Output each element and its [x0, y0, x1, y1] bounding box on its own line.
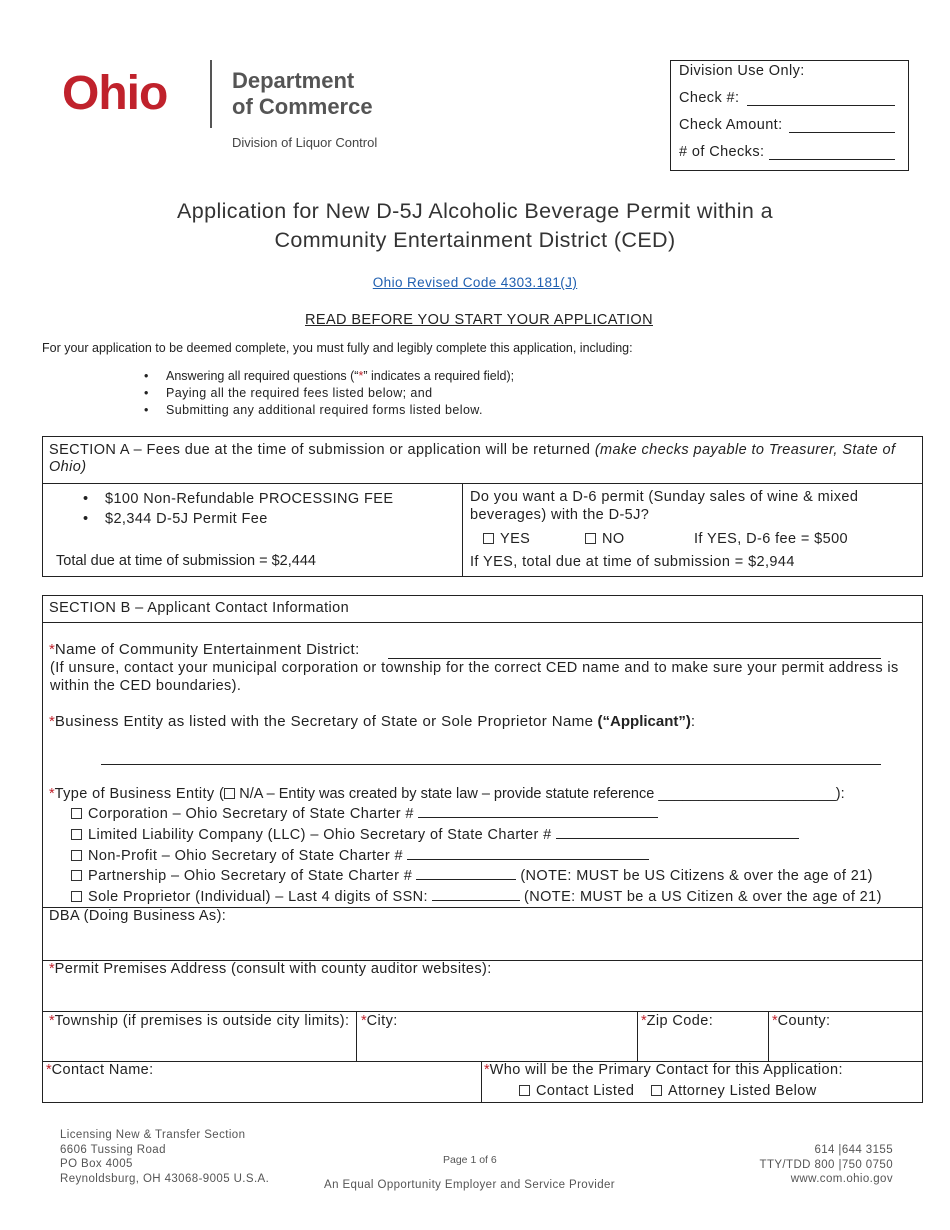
d6-yes-option[interactable]: YES	[483, 531, 530, 547]
d6-fee: If YES, D-6 fee = $500	[694, 531, 849, 547]
footer-address: Licensing New & Transfer Section 6606 Tussing Road PO Box 4005 Reynoldsburg, OH 43068-9005 U.S.A.	[60, 1129, 270, 1185]
checkbox-icon[interactable]	[71, 829, 82, 840]
section-a	[42, 436, 923, 577]
logo-divider	[210, 60, 212, 128]
checkbox-icon[interactable]	[519, 1085, 530, 1096]
section-b-heading: SECTION B – Applicant Contact Information	[49, 600, 350, 616]
division-use-title: Division Use Only:	[679, 63, 805, 79]
yes-total-due: If YES, total due at time of submission = $2,944	[470, 554, 795, 570]
form-title-line2: Community Entertainment District (CED)	[274, 228, 676, 252]
checkbox-icon[interactable]	[651, 1085, 662, 1096]
partnership-charter-field[interactable]	[416, 879, 516, 880]
sole-proprietor-option[interactable]: Sole Proprietor (Individual) – Last 4 digits of SSN: (NOTE: MUST be a US Citizen & over the age of 21)	[71, 889, 882, 905]
checkbox-icon[interactable]	[71, 808, 82, 819]
corp-charter-field[interactable]	[418, 817, 658, 818]
check-number-field[interactable]	[747, 105, 895, 106]
checkbox-icon[interactable]	[71, 891, 82, 902]
list-item: • $2,344 D-5J Permit Fee	[105, 509, 393, 529]
ohio-revised-code-link[interactable]: Ohio Revised Code 4303.181(J)	[372, 275, 578, 290]
dept-name-line1: Department	[232, 68, 355, 93]
premises-label: *Permit Premises Address (consult with county auditor websites):	[49, 961, 492, 977]
llc-charter-field[interactable]	[556, 838, 799, 839]
contact-name-label: *Contact Name:	[46, 1062, 154, 1078]
premises-field[interactable]	[45, 979, 920, 1009]
township-label: *Township (if premises is outside city limits):	[49, 1013, 350, 1029]
city-label: *City:	[361, 1013, 398, 1029]
dept-name-line2: of Commerce	[232, 94, 373, 119]
section-b	[42, 595, 923, 1103]
corporation-option[interactable]: Corporation – Ohio Secretary of State Charter #	[71, 806, 658, 822]
attorney-listed-option[interactable]: Attorney Listed Below	[651, 1083, 817, 1099]
num-checks-label: # of Checks:	[679, 144, 765, 160]
checkbox-icon[interactable]	[71, 870, 82, 881]
ssn-field[interactable]	[432, 900, 520, 901]
primary-contact-label: *Who will be the Primary Contact for this Application:	[484, 1062, 843, 1078]
requirements-list	[166, 368, 514, 419]
business-entity-row: *Business Entity as listed with the Secretary of State or Sole Proprietor Name (“Applicant”):	[49, 713, 696, 730]
business-entity-field[interactable]	[101, 764, 881, 765]
d6-no-option[interactable]: NO	[585, 531, 625, 547]
dba-label: DBA (Doing Business As):	[49, 908, 227, 924]
checkbox-icon[interactable]	[483, 533, 494, 544]
checkbox-icon[interactable]	[585, 533, 596, 544]
dba-field[interactable]	[45, 926, 920, 956]
checkbox-icon[interactable]	[224, 788, 235, 799]
list-item: • Answering all required questions (“*” indicates a required field);	[166, 368, 514, 385]
list-item: • $100 Non-Refundable PROCESSING FEE	[105, 489, 393, 509]
total-due: Total due at time of submission = $2,444	[56, 553, 316, 569]
ced-name-row: *Name of Community Entertainment District:	[49, 641, 360, 658]
division-name: Division of Liquor Control	[232, 135, 378, 150]
llc-option[interactable]: Limited Liability Company (LLC) – Ohio Secretary of State Charter #	[71, 827, 799, 843]
read-before-heading: READ BEFORE YOU START YOUR APPLICATION	[305, 312, 653, 328]
list-item: • Submitting any additional required forms listed below.	[166, 402, 514, 419]
num-checks-field[interactable]	[769, 159, 895, 160]
page-number: Page 1 of 6	[443, 1154, 497, 1166]
nonprofit-option[interactable]: Non-Profit – Ohio Secretary of State Charter #	[71, 848, 649, 864]
intro-text: For your application to be deemed complete, you must fully and legibly complete this application, including:	[42, 341, 633, 355]
ced-note: (If unsure, contact your municipal corporation or township for the correct CED name and to make sure your permit address is within the CED boundaries).	[50, 660, 899, 694]
checkbox-icon[interactable]	[71, 850, 82, 861]
county-label: *County:	[772, 1013, 831, 1029]
ohio-logo: Ohio	[62, 67, 168, 120]
d6-question: Do you want a D-6 permit (Sunday sales of wine & mixed beverages) with the D-5J?	[470, 489, 859, 523]
business-type-row: *Type of Business Entity ( N/A – Entity was created by state law – provide statute reference ______________________):	[49, 786, 845, 802]
check-number-label: Check #:	[679, 90, 740, 106]
check-amount-field[interactable]	[789, 132, 895, 133]
section-a-heading: SECTION A – Fees due at the time of submission or application will be returned (make checks payable to Treasurer, State of Ohio)	[49, 442, 896, 475]
division-use-box	[670, 60, 909, 171]
list-item: • Paying all the required fees listed below; and	[166, 385, 514, 402]
eeo-statement: An Equal Opportunity Employer and Service Provider	[324, 1179, 616, 1191]
footer-contact: 614 |644 3155 TTY/TDD 800 |750 0750 www.com.ohio.gov	[759, 1144, 893, 1185]
nonprofit-charter-field[interactable]	[407, 859, 649, 860]
check-amount-label: Check Amount:	[679, 117, 783, 133]
fee-list	[105, 489, 393, 529]
partnership-option[interactable]: Partnership – Ohio Secretary of State Charter # (NOTE: MUST be US Citizens & over the age of 21)	[71, 868, 873, 884]
form-title-line1: Application for New D-5J Alcoholic Beverage Permit within a	[177, 199, 773, 223]
zip-label: *Zip Code:	[641, 1013, 714, 1029]
contact-listed-option[interactable]: Contact Listed	[519, 1083, 634, 1099]
